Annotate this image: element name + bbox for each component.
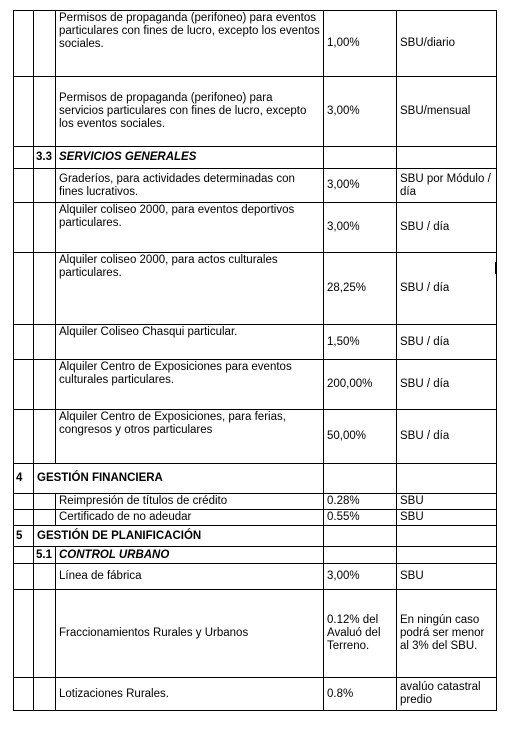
table-row [14,678,497,711]
subsection-header-row [14,147,497,169]
value-cell: 200,00% [324,360,397,410]
subsection-number-cell [34,77,56,147]
section-number-cell [14,590,34,678]
table-row [14,325,497,360]
unit-cell: SBU/mensual [397,77,497,147]
value-cell: 0.55% [324,510,397,526]
section-title: GESTIÓN FINANCIERA [34,464,324,494]
section-number-cell [14,360,34,410]
value-cell: 3,00% [324,564,397,590]
value-cell [324,547,397,564]
section-number-cell [14,169,34,203]
subsection-number-cell [34,678,56,711]
unit-cell: avalúo catastral predio [397,678,497,711]
unit-cell [397,547,497,564]
table-row [14,11,497,77]
subsection-number-cell: 3.3 [34,147,56,169]
description-cell: Permisos de propaganda (perifoneo) para servicios particulares con fines de lucro, excepto los eventos sociales. [56,77,324,147]
unit-cell: SBU/diario [397,11,497,77]
subsection-number-cell [34,564,56,590]
subsection-number-cell [34,360,56,410]
section-header-row [14,526,497,547]
table-row [14,169,497,203]
subsection-number-cell [34,590,56,678]
unit-cell: En ningún caso podrá ser menor al 3% del SBU. [397,590,497,678]
margin-mark [495,262,497,274]
section-number-cell [14,494,34,510]
unit-cell: SBU / día [397,203,497,253]
subsection-number-cell [34,169,56,203]
section-number-cell [14,678,34,711]
description-cell: Lotizaciones Rurales. [56,678,324,711]
unit-cell: SBU [397,510,497,526]
table-row [14,77,497,147]
section-number-cell [14,77,34,147]
value-cell: 50,00% [324,410,397,464]
table-row [14,510,497,526]
value-cell: 0.28% [324,494,397,510]
table-row [14,410,497,464]
section-number-cell [14,147,34,169]
subsection-number-cell [34,325,56,360]
description-cell: Permisos de propaganda (perifoneo) para eventos particulares con fines de lucro, excepto los eventos sociales. [56,11,324,77]
table-row [14,203,497,253]
value-cell: 0.8% [324,678,397,711]
tariff-table [13,10,497,711]
subsection-number-cell: 5.1 [34,547,56,564]
section-number-cell [14,325,34,360]
value-cell: 3,00% [324,169,397,203]
section-number-cell [14,510,34,526]
table-row [14,253,497,325]
value-cell [324,464,397,494]
section-number-cell [14,547,34,564]
unit-cell: SBU por Módulo / día [397,169,497,203]
subsection-number-cell [34,253,56,325]
unit-cell [397,147,497,169]
value-cell: 1,50% [324,325,397,360]
section-header-row [14,464,497,494]
value-cell: 0.12% del Avaluó del Terreno. [324,590,397,678]
unit-cell: SBU / día [397,360,497,410]
value-cell: 3,00% [324,203,397,253]
description-cell: Certificado de no adeudar [56,510,324,526]
table-row [14,590,497,678]
description-cell: Alquiler Coliseo Chasqui particular. [56,325,324,360]
subsection-title: CONTROL URBANO [56,547,324,564]
unit-cell: SBU / día [397,325,497,360]
section-number-cell [14,11,34,77]
subsection-number-cell [34,494,56,510]
section-title: GESTIÓN DE PLANIFICACIÓN [34,526,324,547]
subsection-number-cell [34,11,56,77]
description-cell: Alquiler Centro de Exposiciones, para ferias, congresos y otros particulares [56,410,324,464]
description-cell: Línea de fábrica [56,564,324,590]
section-number-cell [14,203,34,253]
value-cell: 3,00% [324,77,397,147]
description-cell: Reimpresión de títulos de crédito [56,494,324,510]
table-row [14,494,497,510]
subsection-number-cell [34,410,56,464]
unit-cell: SBU [397,494,497,510]
description-cell: Alquiler coliseo 2000, para actos culturales particulares. [56,253,324,325]
section-number-cell [14,410,34,464]
section-number-cell: 5 [14,526,34,547]
description-cell: Fraccionamientos Rurales y Urbanos [56,590,324,678]
unit-cell: SBU [397,564,497,590]
section-number-cell [14,564,34,590]
unit-cell: SBU / día [397,253,497,325]
value-cell [324,147,397,169]
value-cell: 28,25% [324,253,397,325]
unit-cell [397,526,497,547]
subsection-number-cell [34,203,56,253]
section-number-cell: 4 [14,464,34,494]
value-cell [324,526,397,547]
value-cell: 1,00% [324,11,397,77]
description-cell: Alquiler Centro de Exposiciones para eventos culturales particulares. [56,360,324,410]
subsection-number-cell [34,510,56,526]
subsection-title: SERVICIOS GENERALES [56,147,324,169]
description-cell: Alquiler coliseo 2000, para eventos deportivos particulares. [56,203,324,253]
subsection-header-row [14,547,497,564]
unit-cell [397,464,497,494]
section-number-cell [14,253,34,325]
unit-cell: SBU / día [397,410,497,464]
table-row [14,360,497,410]
description-cell: Graderíos, para actividades determinadas con fines lucrativos. [56,169,324,203]
table-row [14,564,497,590]
